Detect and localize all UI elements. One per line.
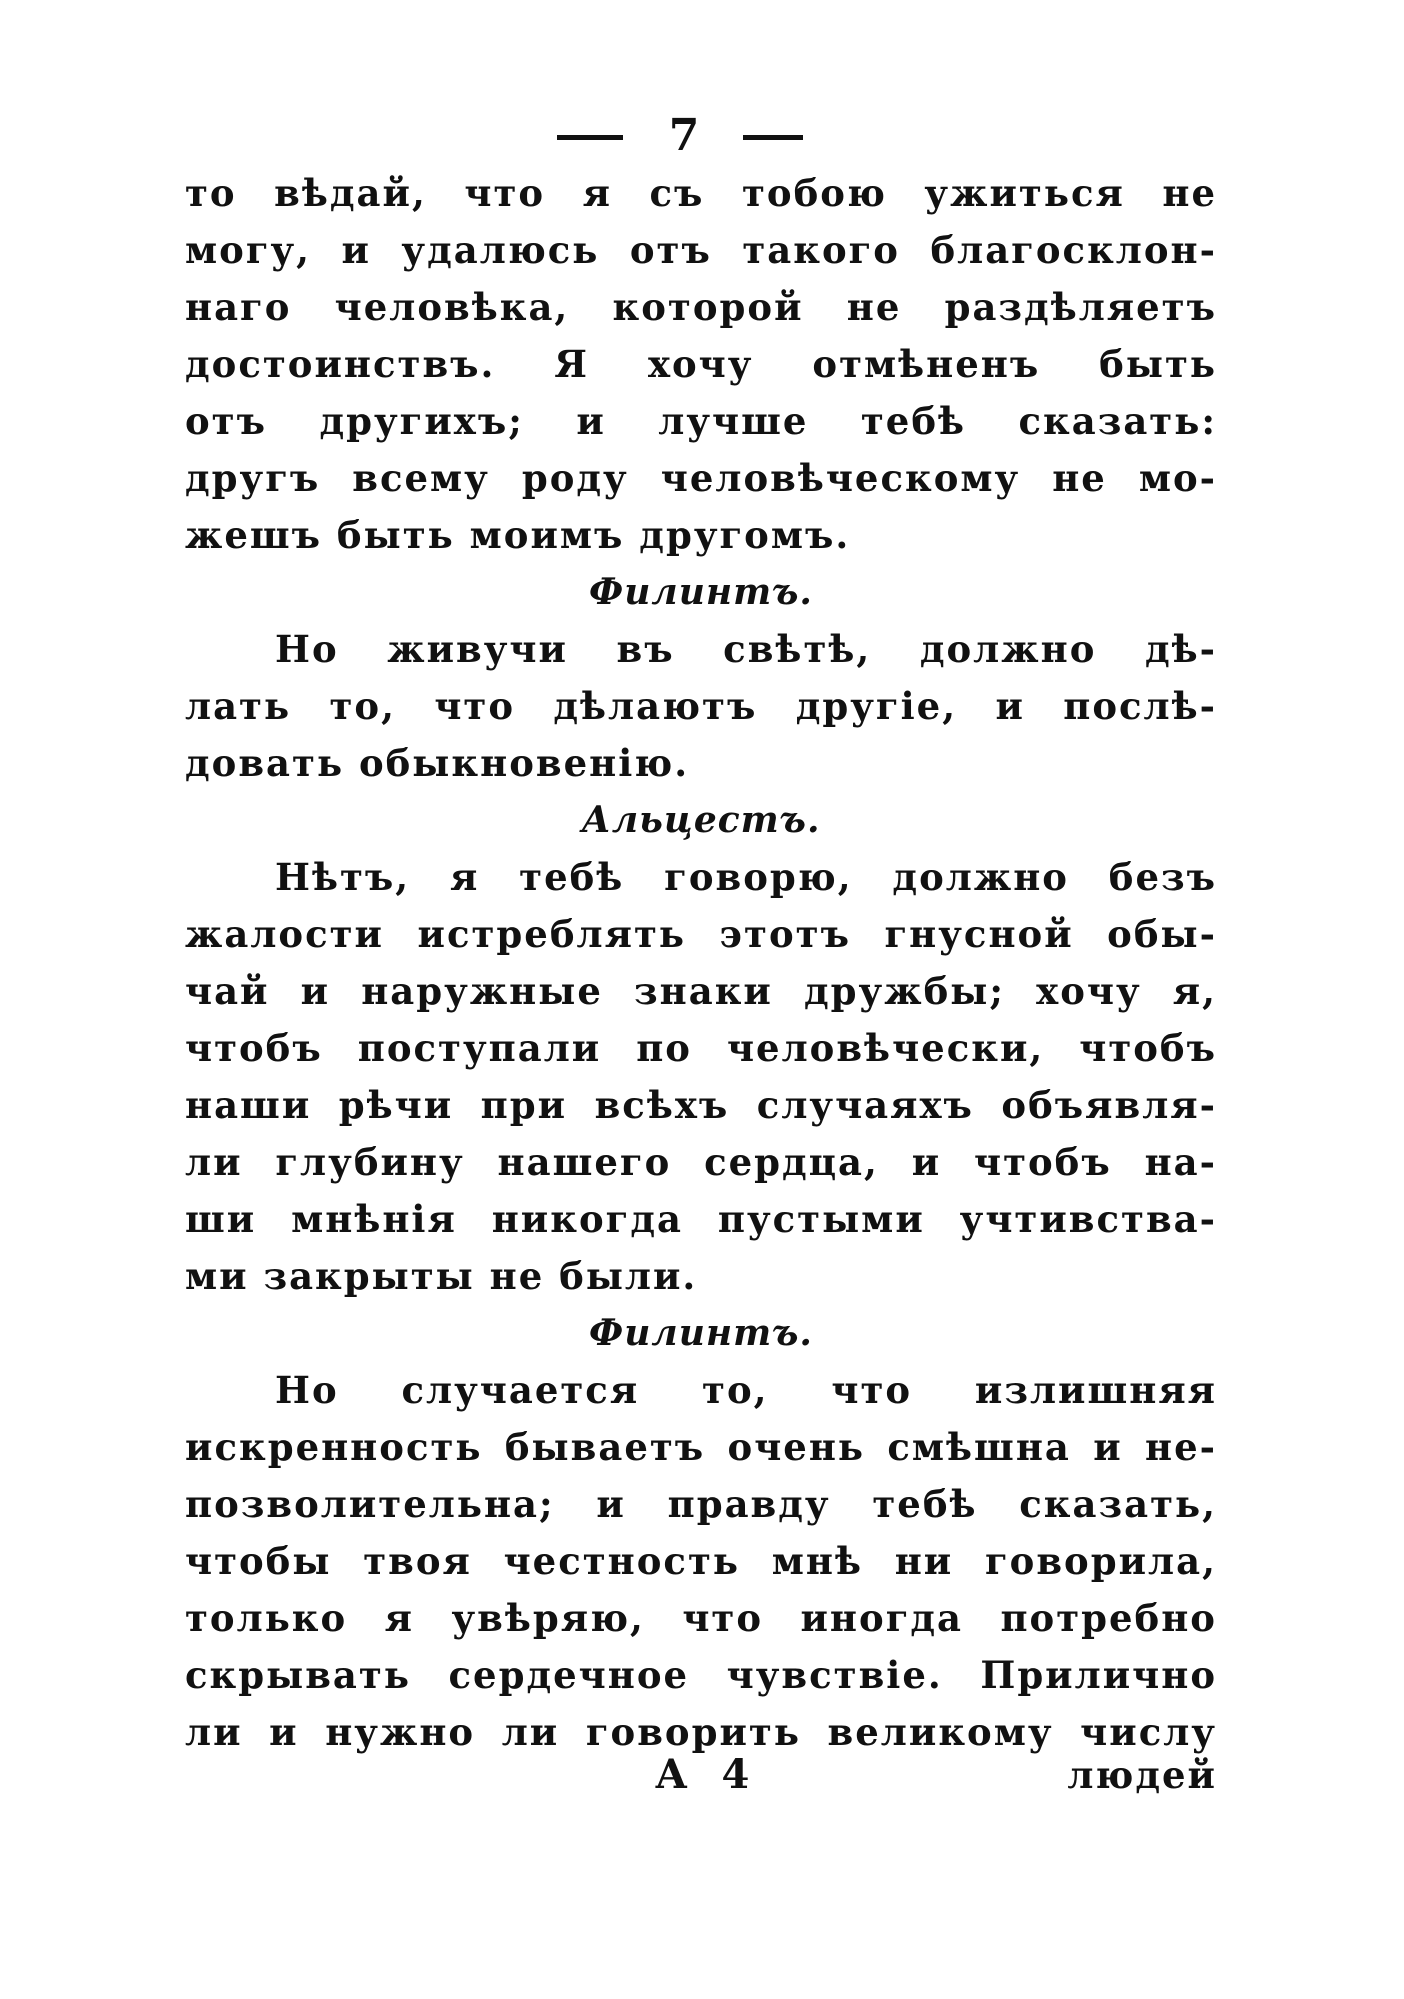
text-line: довать обыкновенію. (185, 741, 690, 785)
text-line: ли и нужно ли говорить великому числу (185, 1710, 1217, 1754)
text-line: позволительна; и правду тебѣ сказать, (185, 1482, 1217, 1526)
signature-mark: А 4 (655, 1751, 760, 1798)
text-line: могу, и удалюсь отъ такого благосклон- (185, 228, 1217, 272)
page-body (185, 165, 1217, 1761)
page-header (0, 108, 1404, 164)
text-line: ми закрыты не были. (185, 1254, 698, 1298)
speaker-name: Альцестъ. (581, 799, 821, 841)
text-line: искренность бываетъ очень смѣшна и не- (185, 1425, 1217, 1469)
text-line: лать то, что дѣлаютъ другіе, и послѣ- (185, 684, 1217, 728)
text-line: чтобъ поступали по человѣчески, чтобъ (185, 1026, 1217, 1070)
text-line: наши рѣчи при всѣхъ случаяхъ объявля- (185, 1083, 1217, 1127)
text-line: скрывать сердечное чувствіе. Прилично (185, 1653, 1217, 1697)
text-line: другъ всему роду человѣческому не мо- (185, 456, 1217, 500)
text-line: ли глубину нашего сердца, и чтобъ на- (185, 1140, 1217, 1184)
text-line: достоинствъ. Я хочу отмѣненъ быть (185, 342, 1217, 386)
text-line: только я увѣряю, что иногда потребно (185, 1596, 1217, 1640)
text-line: отъ другихъ; и лучше тебѣ сказать: (185, 399, 1217, 443)
header-dash-right (743, 135, 803, 140)
text-line: Но живучи въ свѣтѣ, должно дѣ- (275, 627, 1217, 671)
text-line: жалости истреблять этотъ гнусной обы- (185, 912, 1217, 956)
page-number: 7 (668, 110, 700, 161)
text-line: ши мнѣнія никогда пустыми учтивства- (185, 1197, 1217, 1241)
header-dash-left (557, 135, 623, 140)
speaker-name: Филинтъ. (589, 1312, 813, 1354)
text-line: жешъ быть моимъ другомъ. (185, 513, 851, 557)
speaker-name: Филинтъ. (589, 571, 813, 613)
text-line: чай и наружные знаки дружбы; хочу я, (185, 969, 1217, 1013)
text-line: чтобы твоя честность мнѣ ни говорила, (185, 1539, 1217, 1583)
page-footer (185, 1745, 1217, 1805)
catchword: людей (1067, 1753, 1217, 1797)
text-line: то вѣдай, что я съ тобою ужиться не (185, 171, 1217, 215)
text-line: Нѣтъ, я тебѣ говорю, должно безъ (275, 855, 1217, 899)
text-line: наго человѣка, которой не раздѣляетъ (185, 285, 1217, 329)
text-line: Но случается то, что излишняя (275, 1368, 1217, 1412)
